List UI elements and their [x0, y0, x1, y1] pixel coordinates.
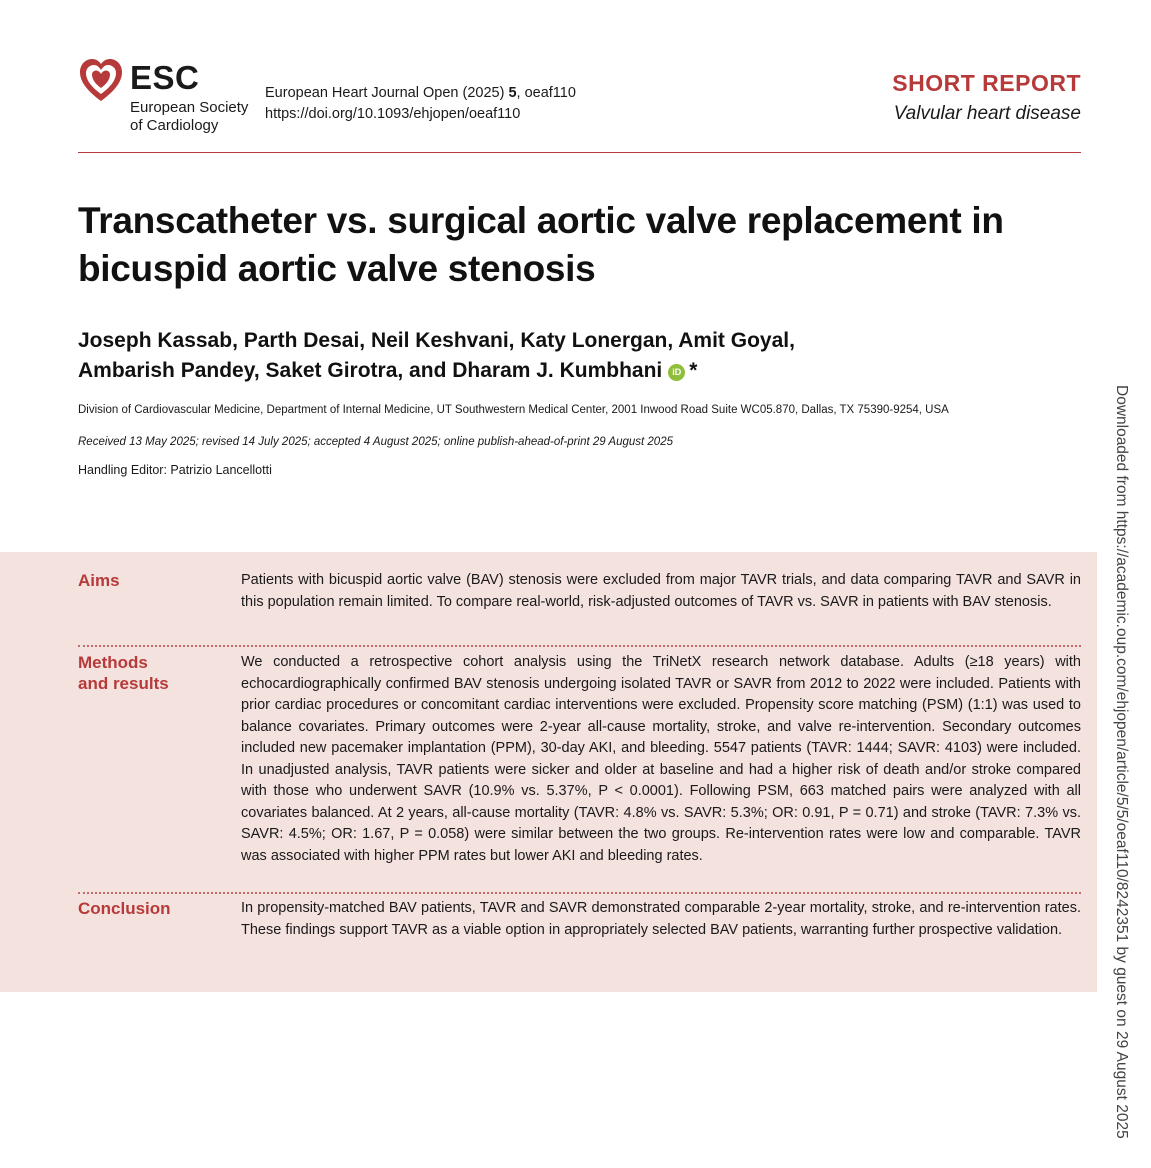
- download-watermark-text: Downloaded from https://academic.oup.com/ehjopen/article/5/5/oeaf110/8242351 by guest on 29 August 2025: [1113, 385, 1130, 1139]
- logo-wordmark: ESC: [130, 59, 200, 96]
- aims-heading: Aims: [78, 571, 120, 590]
- journal-citation: [265, 83, 576, 125]
- handling-editor: Handling Editor: Patrizio Lancellotti: [78, 463, 272, 477]
- header-divider: [78, 152, 1081, 153]
- abstract-aims: [78, 570, 1081, 640]
- article-dates: Received 13 May 2025; revised 14 July 2025; accepted 4 August 2025; online publish-ahead-of-print 29 August 2025: [78, 436, 673, 448]
- journal-volume: 5: [508, 85, 517, 101]
- abstract-methods-results: [78, 652, 1081, 887]
- section-divider: [78, 645, 1081, 647]
- heart-logo-icon: [78, 57, 124, 105]
- article-title: Transcatheter vs. surgical aortic valve replacement in bicuspid aortic valve stenosis: [78, 200, 1004, 289]
- methods-text: We conducted a retrospective cohort analysis using the TriNetX research network database. Adults (≥18 years) with echocardiographically confirmed BAV stenosis undergoing isolated TAVR or SAVR from 2012 to 2022 were included. Patients with prior cardiac procedures or concomitant cardiac interventions were excluded. Propensity score matching (PSM) (1:1) was used to balance covariates. Primary outcomes were 2-year all-cause mortality, stroke, and valve re-intervention. Secondary outcomes included new pacemaker implantation (PPM), 30-day AKI, and bleeding. 5547 patients (TAVR: 1444; SAVR: 4103) were included. In unadjusted analysis, TAVR patients were sicker and older at baseline and had a higher risk of death and/or stroke compared with those who underwent SAVR (10.9% vs. 5.37%, P < 0.0001). Following PSM, 663 matched pairs were analyzed with all covariates balanced. At 2 years, all-cause mortality (TAVR: 4.8% vs. SAVR: 5.3%; OR: 0.91, P = 0.71) and stroke (TAVR: 7.3% vs. SAVR: 4.5%; OR: 1.67, P = 0.058) were similar between the two groups. Re-intervention rates were low and comparable. TAVR was associated with higher PPM rates but lower AKI and bleeding rates.: [241, 654, 1081, 864]
- corresponding-author-mark: *: [689, 359, 698, 382]
- abstract-conclusion: [78, 898, 1081, 968]
- section-divider: [78, 892, 1081, 894]
- affiliation: Division of Cardiovascular Medicine, Department of Internal Medicine, UT Southwestern Medical Center, 2001 Inwood Road Suite WC05.870, Dallas, TX 75390-9254, USA: [78, 404, 949, 416]
- society-name-line1: European Society: [130, 99, 249, 116]
- society-name-line2: of Cardiology: [130, 117, 219, 134]
- journal-name: European Heart Journal Open (2025): [265, 85, 505, 101]
- report-type: SHORT REPORT: [892, 70, 1081, 96]
- conclusion-text: In propensity-matched BAV patients, TAVR and SAVR demonstrated comparable 2-year mortality, stroke, and re-intervention rates. These findings support TAVR as a viable option in appropriately selected BAV patients, warranting further prospective validation.: [241, 900, 1081, 938]
- methods-heading-line2: and results: [78, 674, 169, 693]
- journal-article-id: , oeaf110: [516, 85, 576, 101]
- esc-logo: [78, 57, 258, 137]
- methods-heading: [78, 652, 228, 694]
- authors-line-1: Joseph Kassab, Parth Desai, Neil Keshvani, Katy Lonergan, Amit Goyal,: [78, 329, 795, 352]
- author-list: [78, 326, 1078, 386]
- conclusion-heading: Conclusion: [78, 899, 171, 918]
- aims-text: Patients with bicuspid aortic valve (BAV) stenosis were excluded from major TAVR trials, and data comparing TAVR and SAVR in this population remain limited. To compare real-world, risk-adjusted outcomes of TAVR vs. SAVR in patients with BAV stenosis.: [241, 572, 1081, 610]
- authors-line-2: Ambarish Pandey, Saket Girotra, and Dharam J. Kumbhani: [78, 359, 663, 382]
- download-watermark: [1100, 385, 1140, 1145]
- report-category: Valvular heart disease: [893, 103, 1081, 124]
- orcid-icon[interactable]: iD: [668, 364, 685, 381]
- methods-heading-line1: Methods: [78, 653, 148, 672]
- doi-link[interactable]: https://doi.org/10.1093/ehjopen/oeaf110: [265, 106, 521, 122]
